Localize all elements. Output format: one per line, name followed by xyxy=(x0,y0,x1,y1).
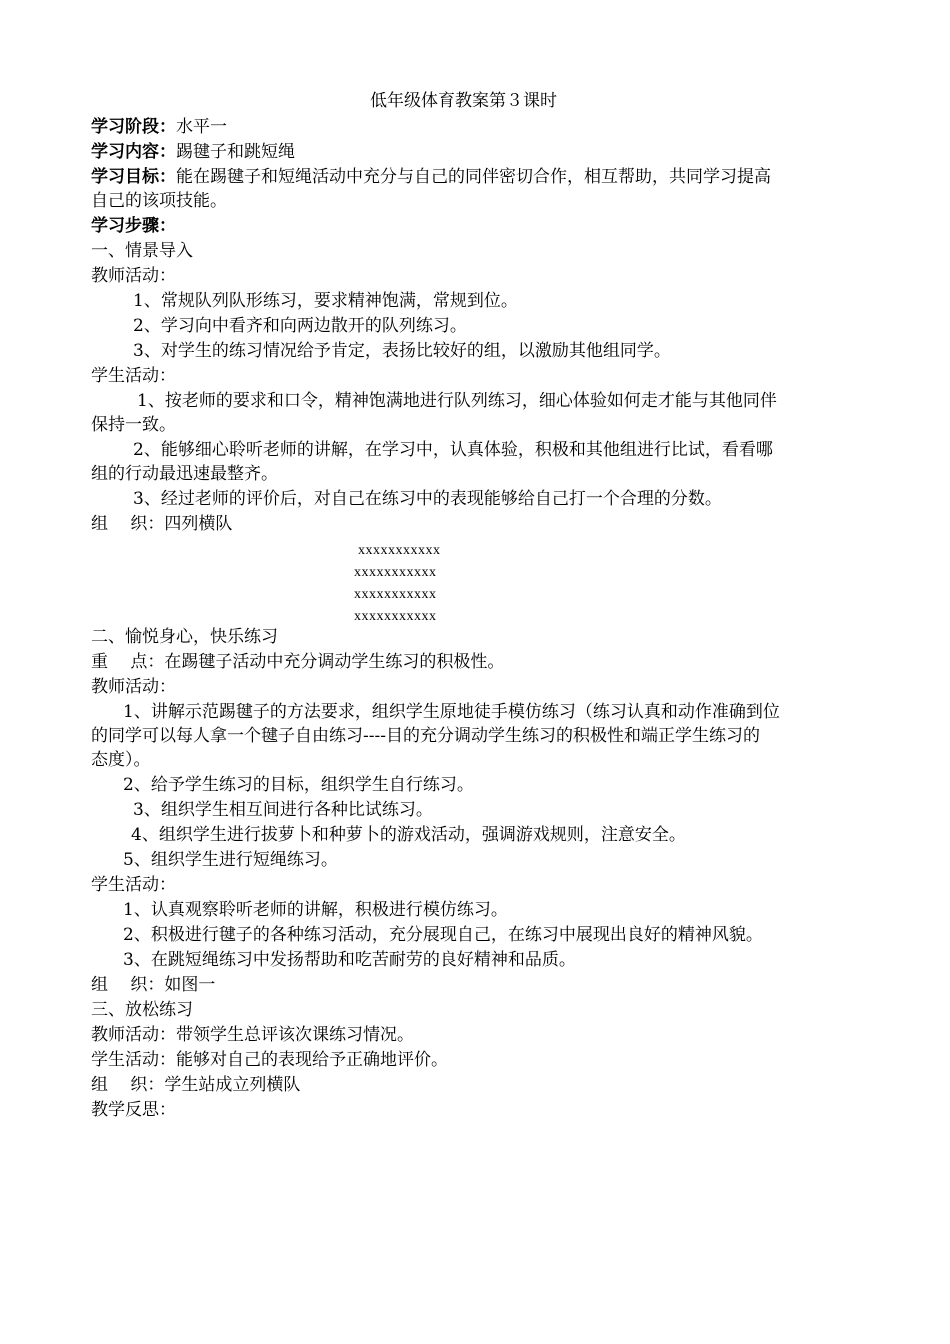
content-value: 踢毽子和跳短绳 xyxy=(176,142,295,162)
goal-label: 学习目标： xyxy=(91,167,176,187)
formation-row: xxxxxxxxxxx xyxy=(354,587,437,602)
section-2-teacher-item-cont: 态度）。 xyxy=(91,750,151,770)
section-2-student-item: 3、在跳短绳练习中发扬帮助和吃苦耐劳的良好精神和品质。 xyxy=(123,950,576,970)
section-2-teacher-item: 2、给予学生练习的目标，组织学生自行练习。 xyxy=(123,775,474,795)
section-3-organization: 组 织：学生站成立列横队 xyxy=(91,1075,301,1095)
section-1-student-item-cont: 保持一致。 xyxy=(91,415,176,435)
section-1-teacher-item: 1、常规队列队形练习，要求精神饱满，常规到位。 xyxy=(133,291,518,311)
goal-value-cont: 自己的该项技能。 xyxy=(91,191,227,211)
goal-row xyxy=(91,166,771,188)
section-1-teacher-label: 教师活动： xyxy=(91,266,176,286)
section-2-student-item: 1、认真观察聆听老师的讲解，积极进行模仿练习。 xyxy=(123,900,508,920)
section-2-teacher-item: 5、组织学生进行短绳练习。 xyxy=(123,850,338,870)
section-1-teacher-item: 2、学习向中看齐和向两边散开的队列练习。 xyxy=(133,316,467,336)
section-2-teacher-label: 教师活动： xyxy=(91,677,176,697)
formation-row: xxxxxxxxxxx xyxy=(358,543,441,558)
stage-row xyxy=(91,116,227,138)
section-2-heading: 二、愉悦身心，快乐练习 xyxy=(91,627,278,647)
content-row xyxy=(91,141,295,163)
section-2-student-item: 2、积极进行毽子的各种练习活动，充分展现自己，在练习中展现出良好的精神风貌。 xyxy=(123,925,763,945)
section-1-student-label: 学生活动： xyxy=(91,366,176,386)
section-1-teacher-item: 3、对学生的练习情况给予肯定，表扬比较好的组，以激励其他组同学。 xyxy=(133,341,671,361)
teaching-reflection-label: 教学反思： xyxy=(91,1100,176,1120)
section-2-teacher-item: 3、组织学生相互间进行各种比试练习。 xyxy=(133,800,433,820)
section-1-student-item: 3、经过老师的评价后，对自己在练习中的表现能够给自己打一个合理的分数。 xyxy=(133,489,722,509)
formation-row: xxxxxxxxxxx xyxy=(354,609,437,624)
section-2-teacher-item: 1、讲解示范踢毽子的方法要求，组织学生原地徒手模仿练习（练习认真和动作准确到位 xyxy=(123,702,780,722)
section-3-student: 学生活动：能够对自己的表现给予正确地评价。 xyxy=(91,1050,448,1070)
section-2-organization: 组 织：如图一 xyxy=(91,975,216,995)
formation-row: xxxxxxxxxxx xyxy=(354,565,437,580)
section-1-student-item: 2、能够细心聆听老师的讲解，在学习中，认真体验，积极和其他组进行比试，看看哪 xyxy=(133,440,773,460)
section-2-focus: 重 点：在踢毽子活动中充分调动学生练习的积极性。 xyxy=(91,652,505,672)
section-1-student-item-cont: 组的行动最迅速最整齐。 xyxy=(91,464,278,484)
section-3-heading: 三、放松练习 xyxy=(91,1000,193,1020)
steps-label: 学习步骤： xyxy=(91,216,176,236)
stage-label: 学习阶段： xyxy=(91,117,176,137)
content-label: 学习内容： xyxy=(91,142,176,162)
section-1-heading: 一、情景导入 xyxy=(91,241,193,261)
section-1-organization: 组 织：四列横队 xyxy=(91,514,233,534)
section-1-student-item: 1、按老师的要求和口令，精神饱满地进行队列练习，细心体验如何走才能与其他同伴 xyxy=(137,391,777,411)
stage-value: 水平一 xyxy=(176,117,227,137)
document-title: 低年级体育教案第３课时 xyxy=(370,91,557,111)
goal-value: 能在踢毽子和短绳活动中充分与自己的同伴密切合作，相互帮助，共同学习提高 xyxy=(176,167,771,187)
section-2-teacher-item-cont: 的同学可以每人拿一个毽子自由练习----目的充分调动学生练习的积极性和端正学生练习的 xyxy=(91,726,760,746)
section-3-teacher: 教师活动：带领学生总评该次课练习情况。 xyxy=(91,1025,414,1045)
section-2-teacher-item: 4、组织学生进行拔萝卜和种萝卜的游戏活动，强调游戏规则，注意安全。 xyxy=(131,825,686,845)
section-2-student-label: 学生活动： xyxy=(91,875,176,895)
